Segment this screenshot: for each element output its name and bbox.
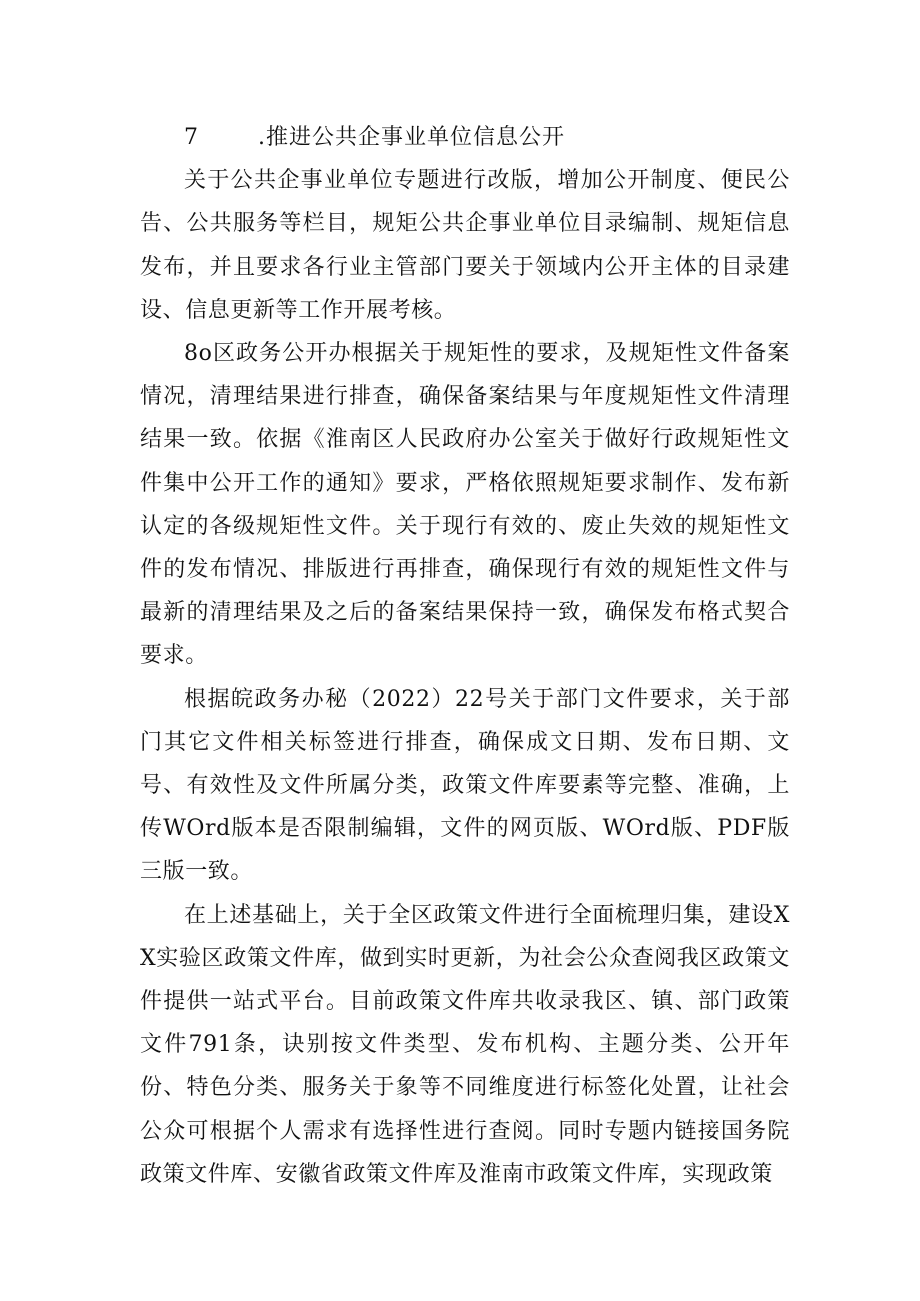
section-title: .推进公共企事业单位信息公开	[258, 125, 565, 150]
paragraph-normative-documents: 8o区政务公开办根据关于规矩性的要求，及规矩性文件备案情况，清理结果进行排查，确保备案结果与年度规矩性文件清理结果一致。依据《淮南区人民政府办公室关于做好行政规矩性文件集中公开工作的通知》要求，严格依照规矩要求制作、发布新认定的各级规矩性文件。关于现行有效的、废止失效的规矩性文件的发布情况、排版进行再排查，确保现行有效的规矩性文件与最新的清理结果及之后的备案结果保持一致，确保发布格式契合要求。	[140, 341, 790, 669]
paragraph-policy-library: 在上述基础上，关于全区政策文件进行全面梳理归集，建设XX实验区政策文件库，做到实时更新，为社会公众查阅我区政策文件提供一站式平台。目前政策文件库共收录我区、镇、部门政策文件791条，诀别按文件类型、发布机构、主题分类、公开年份、特色分类、服务关于象等不同维度进行标签化处置，让社会公众可根据个人需求有选择性进行查阅。同时专题内链接国务院政策文件库、安徽省政策文件库及淮南市政策文件库，实现政策	[140, 902, 790, 1187]
paragraph-public-institutions: 关于公共企事业单位专题进行改版，增加公开制度、便民公告、公共服务等栏目，规矩公共企事业单位目录编制、规矩信息发布，并且要求各行业主管部门要关于领域内公开主体的目录建设、信息更新等工作开展考核。	[140, 168, 790, 323]
section-heading	[140, 116, 790, 159]
document-body	[140, 116, 790, 1196]
paragraph-department-files: 根据皖政务办秘（2022）22号关于部门文件要求，关于部门其它文件相关标签进行排查，确保成文日期、发布日期、文号、有效性及文件所属分类，政策文件库要素等完整、准确，上传WOrd版本是否限制编辑，文件的网页版、WOrd版、PDF版三版一致。	[140, 686, 790, 885]
section-number: 7	[184, 125, 199, 150]
